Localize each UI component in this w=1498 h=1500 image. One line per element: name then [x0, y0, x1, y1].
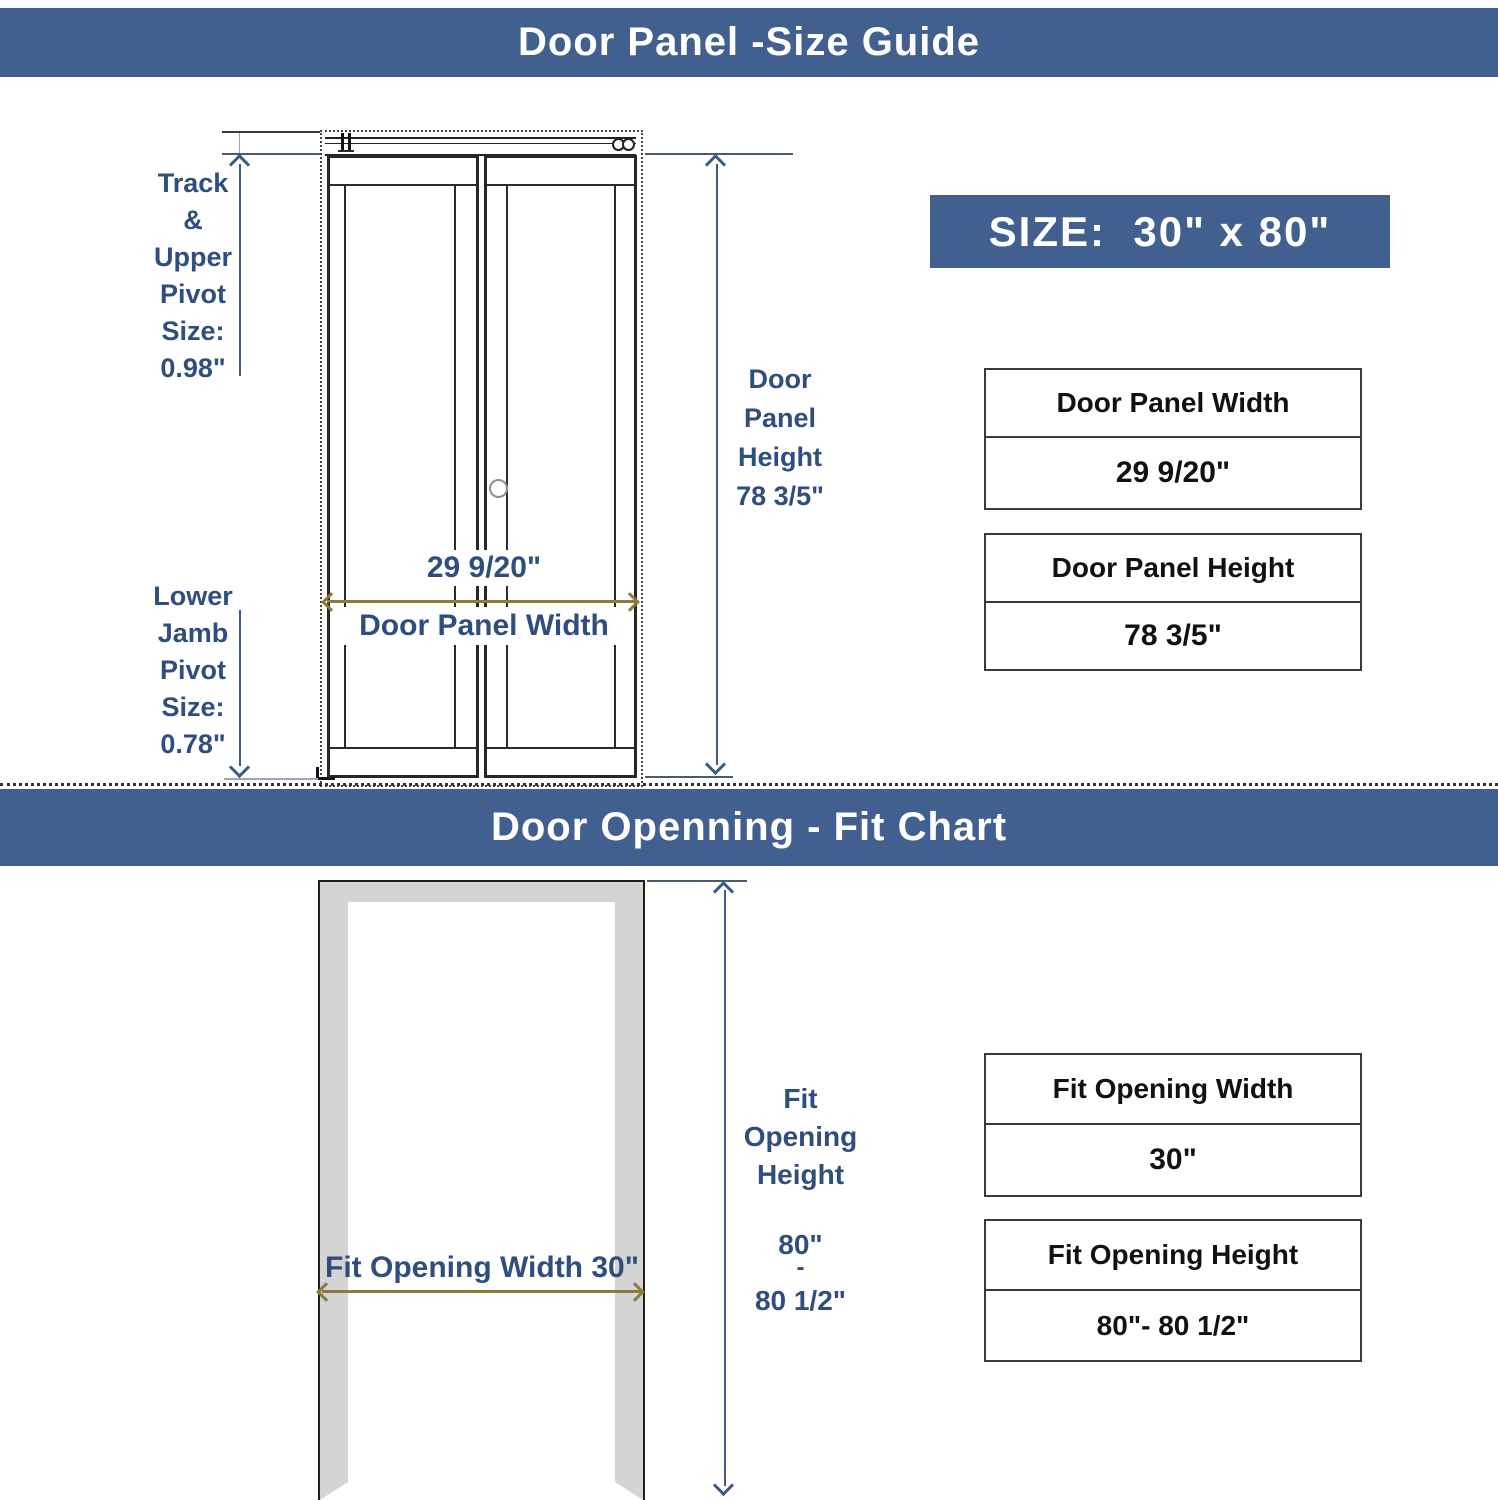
fit-width-arrow	[322, 1290, 642, 1293]
fit-height-range-dash: -	[796, 1254, 805, 1281]
upper-extension-line	[222, 153, 320, 155]
arrow-down-icon	[713, 1475, 734, 1496]
fit-height-range-bottom: 80 1/2"	[754, 1285, 847, 1316]
height-extension-line-top	[645, 153, 793, 155]
size-badge: SIZE: 30" x 80"	[930, 195, 1390, 268]
left-panel-stile-line	[454, 186, 456, 747]
lower-pivot-hardware-icon	[316, 767, 335, 780]
lower-jamb-label: Lower Jamb Pivot Size: 0.78"	[153, 581, 233, 759]
fit-width-table	[984, 1053, 1362, 1197]
track-bracket-base	[338, 150, 354, 152]
upper-measure-tick	[239, 133, 240, 153]
fit-height-table	[984, 1219, 1362, 1362]
table-header: Door Panel Height	[986, 535, 1360, 603]
right-panel-stile-line	[506, 186, 508, 747]
section1-header-bar	[0, 8, 1498, 77]
panel-width-table	[984, 368, 1362, 510]
door-opening-frame	[318, 880, 645, 1500]
door-panel-left	[327, 155, 479, 778]
table-value: 30"	[1149, 1143, 1197, 1176]
right-panel-top-rail	[487, 184, 634, 186]
lower-measure-line	[239, 610, 241, 766]
fit-height-range-top: 80"	[778, 1229, 823, 1260]
dotted-separator	[0, 783, 1498, 786]
track-bracket-icon	[341, 133, 344, 151]
door-knob-icon	[489, 479, 508, 498]
track-pivot-label: Track & Upper Pivot Size: 0.98"	[153, 168, 232, 383]
track-bar	[325, 137, 636, 156]
panel-height-label: Door Panel Height 78 3/5"	[736, 364, 824, 511]
table-value: 80"- 80 1/2"	[1096, 1309, 1250, 1341]
section2-title: Door Openning - Fit Chart	[490, 805, 1008, 849]
section2-header-bar	[0, 789, 1498, 866]
fit-height-arrow	[724, 890, 726, 1486]
table-value: 78 3/5"	[1124, 619, 1222, 652]
fit-width-caption: Fit Opening Width 30"	[325, 1251, 639, 1284]
right-panel-bottom-rail	[487, 747, 634, 749]
section1-title: Door Panel -Size Guide	[517, 20, 981, 64]
left-panel-bottom-rail	[330, 747, 476, 749]
table-header: Fit Opening Width	[986, 1055, 1360, 1125]
panel-width-caption: Door Panel Width	[344, 607, 624, 645]
table-value: 29 9/20"	[1115, 456, 1231, 489]
panel-height-table	[984, 533, 1362, 671]
track-inner-line	[325, 143, 636, 144]
track-bracket-icon	[348, 133, 351, 151]
panel-width-arrow	[327, 600, 637, 603]
track-roller-icon	[622, 138, 635, 151]
left-panel-stile-line	[344, 186, 346, 747]
height-extension-line-bottom	[645, 776, 733, 778]
right-panel-stile-line	[614, 186, 616, 747]
upper-extension-line	[222, 131, 320, 133]
fit-height-extension-line	[647, 880, 747, 882]
door-opening-jambs	[320, 882, 643, 1500]
table-header: Door Panel Width	[986, 370, 1360, 438]
arrow-down-icon	[705, 754, 726, 775]
table-header: Fit Opening Height	[986, 1221, 1360, 1291]
lower-extension-line	[224, 778, 318, 780]
panel-width-value: 29 9/20"	[384, 550, 584, 586]
fit-height-label: Fit Opening Height	[743, 1083, 858, 1190]
